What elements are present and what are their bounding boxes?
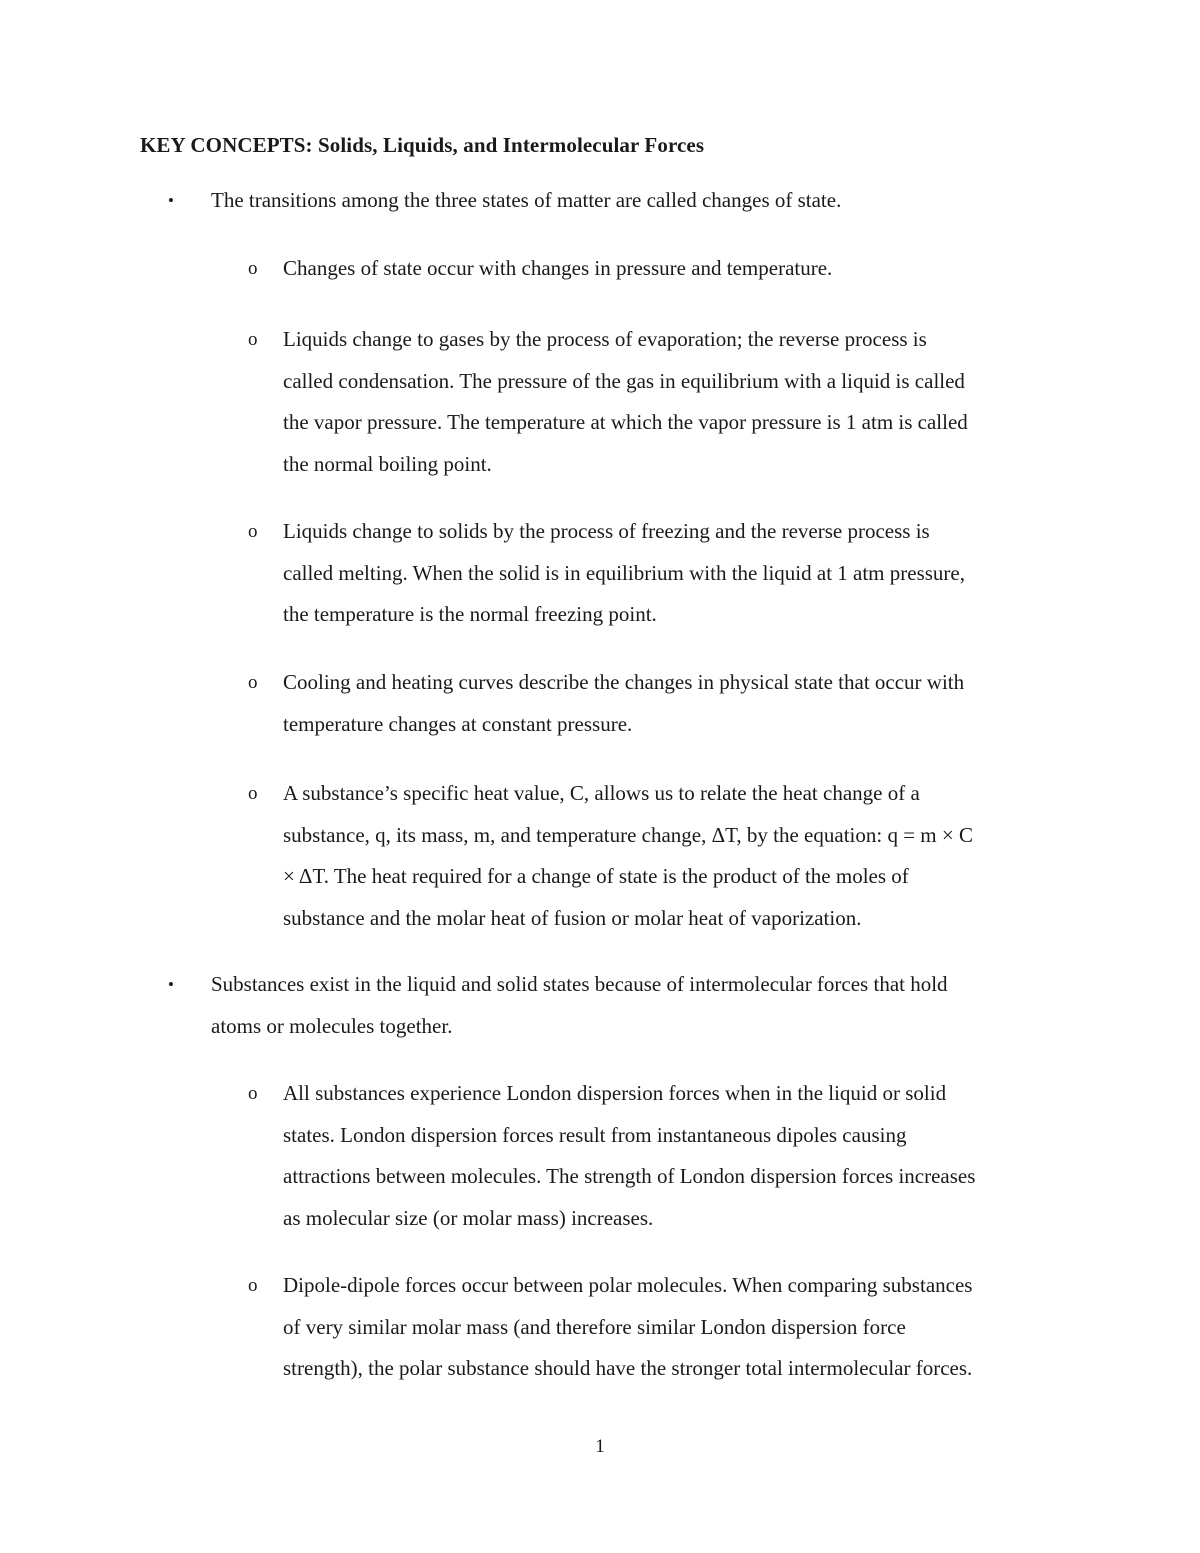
- sub-bullet-marker: o: [248, 329, 258, 350]
- document-title: KEY CONCEPTS: Solids, Liquids, and Intermolecular Forces: [140, 133, 705, 157]
- list-item-line: attractions between molecules. The strength of London dispersion forces increases: [283, 1164, 976, 1188]
- list-item-line: substance, q, its mass, m, and temperature change, ΔT, by the equation: q = m × C: [283, 822, 973, 847]
- list-item-line: Dipole-dipole forces occur between polar molecules. When comparing substances: [283, 1273, 973, 1297]
- sub-list-item: [248, 773, 1073, 939]
- sub-bullet-marker: o: [248, 783, 258, 804]
- list-item-line: Cooling and heating curves describe the changes in physical state that occur with: [283, 670, 965, 694]
- sub-bullet-marker: o: [248, 1275, 258, 1296]
- sub-bullet-marker: o: [248, 258, 258, 279]
- list-item-line: All substances experience London dispersion forces when in the liquid or solid: [283, 1081, 947, 1105]
- page-number: 1: [595, 1436, 605, 1457]
- bullet-marker: •: [168, 191, 174, 210]
- sub-list-item: [248, 511, 1073, 636]
- list-item-line: × ΔT. The heat required for a change of state is the product of the moles of: [283, 864, 909, 888]
- sub-bullet-marker: o: [248, 1083, 258, 1104]
- list-item-line: temperature changes at constant pressure.: [283, 711, 633, 736]
- list-item-line: Liquids change to gases by the process of evaporation; the reverse process is: [283, 327, 927, 351]
- sub-list-item: [248, 319, 1073, 485]
- list-item-line: Liquids change to solids by the process of freezing and the reverse process is: [283, 519, 930, 543]
- list-item-line: atoms or molecules together.: [211, 1013, 453, 1038]
- list-item-line: called condensation. The pressure of the gas in equilibrium with a liquid is called: [283, 368, 965, 393]
- sub-list-item: [248, 1265, 1073, 1390]
- list-item-line: states. London dispersion forces result from instantaneous dipoles causing: [283, 1122, 907, 1147]
- sub-list-item: [248, 248, 1073, 290]
- sub-bullet-marker: o: [248, 521, 258, 542]
- list-item-line: substance and the molar heat of fusion or molar heat of vaporization.: [283, 905, 862, 930]
- list-item: [168, 180, 1071, 222]
- list-item-line: the temperature is the normal freezing point.: [283, 602, 657, 626]
- list-item: [168, 964, 1071, 1047]
- list-item-line: the normal boiling point.: [283, 451, 492, 476]
- list-item-line: A substance’s specific heat value, C, allows us to relate the heat change of a: [283, 781, 920, 805]
- list-item-line: called melting. When the solid is in equilibrium with the liquid at 1 atm pressure,: [283, 560, 965, 585]
- list-item-line: as molecular size (or molar mass) increases.: [283, 1205, 654, 1230]
- list-item-line: Substances exist in the liquid and solid states because of intermolecular forces that hold: [211, 972, 948, 996]
- list-item-line: the vapor pressure. The temperature at which the vapor pressure is 1 atm is called: [283, 410, 968, 434]
- list-item-line: Changes of state occur with changes in pressure and temperature.: [283, 256, 833, 280]
- list-item-line: strength), the polar substance should have the stronger total intermolecular forces.: [283, 1356, 973, 1380]
- bullet-marker: •: [168, 975, 174, 994]
- sub-bullet-marker: o: [248, 672, 258, 693]
- list-item-line: of very similar molar mass (and therefore similar London dispersion force: [283, 1314, 906, 1339]
- sub-list-item: [248, 1073, 1073, 1239]
- list-item-line: The transitions among the three states of matter are called changes of state.: [211, 188, 842, 212]
- sub-list-item: [248, 662, 1073, 745]
